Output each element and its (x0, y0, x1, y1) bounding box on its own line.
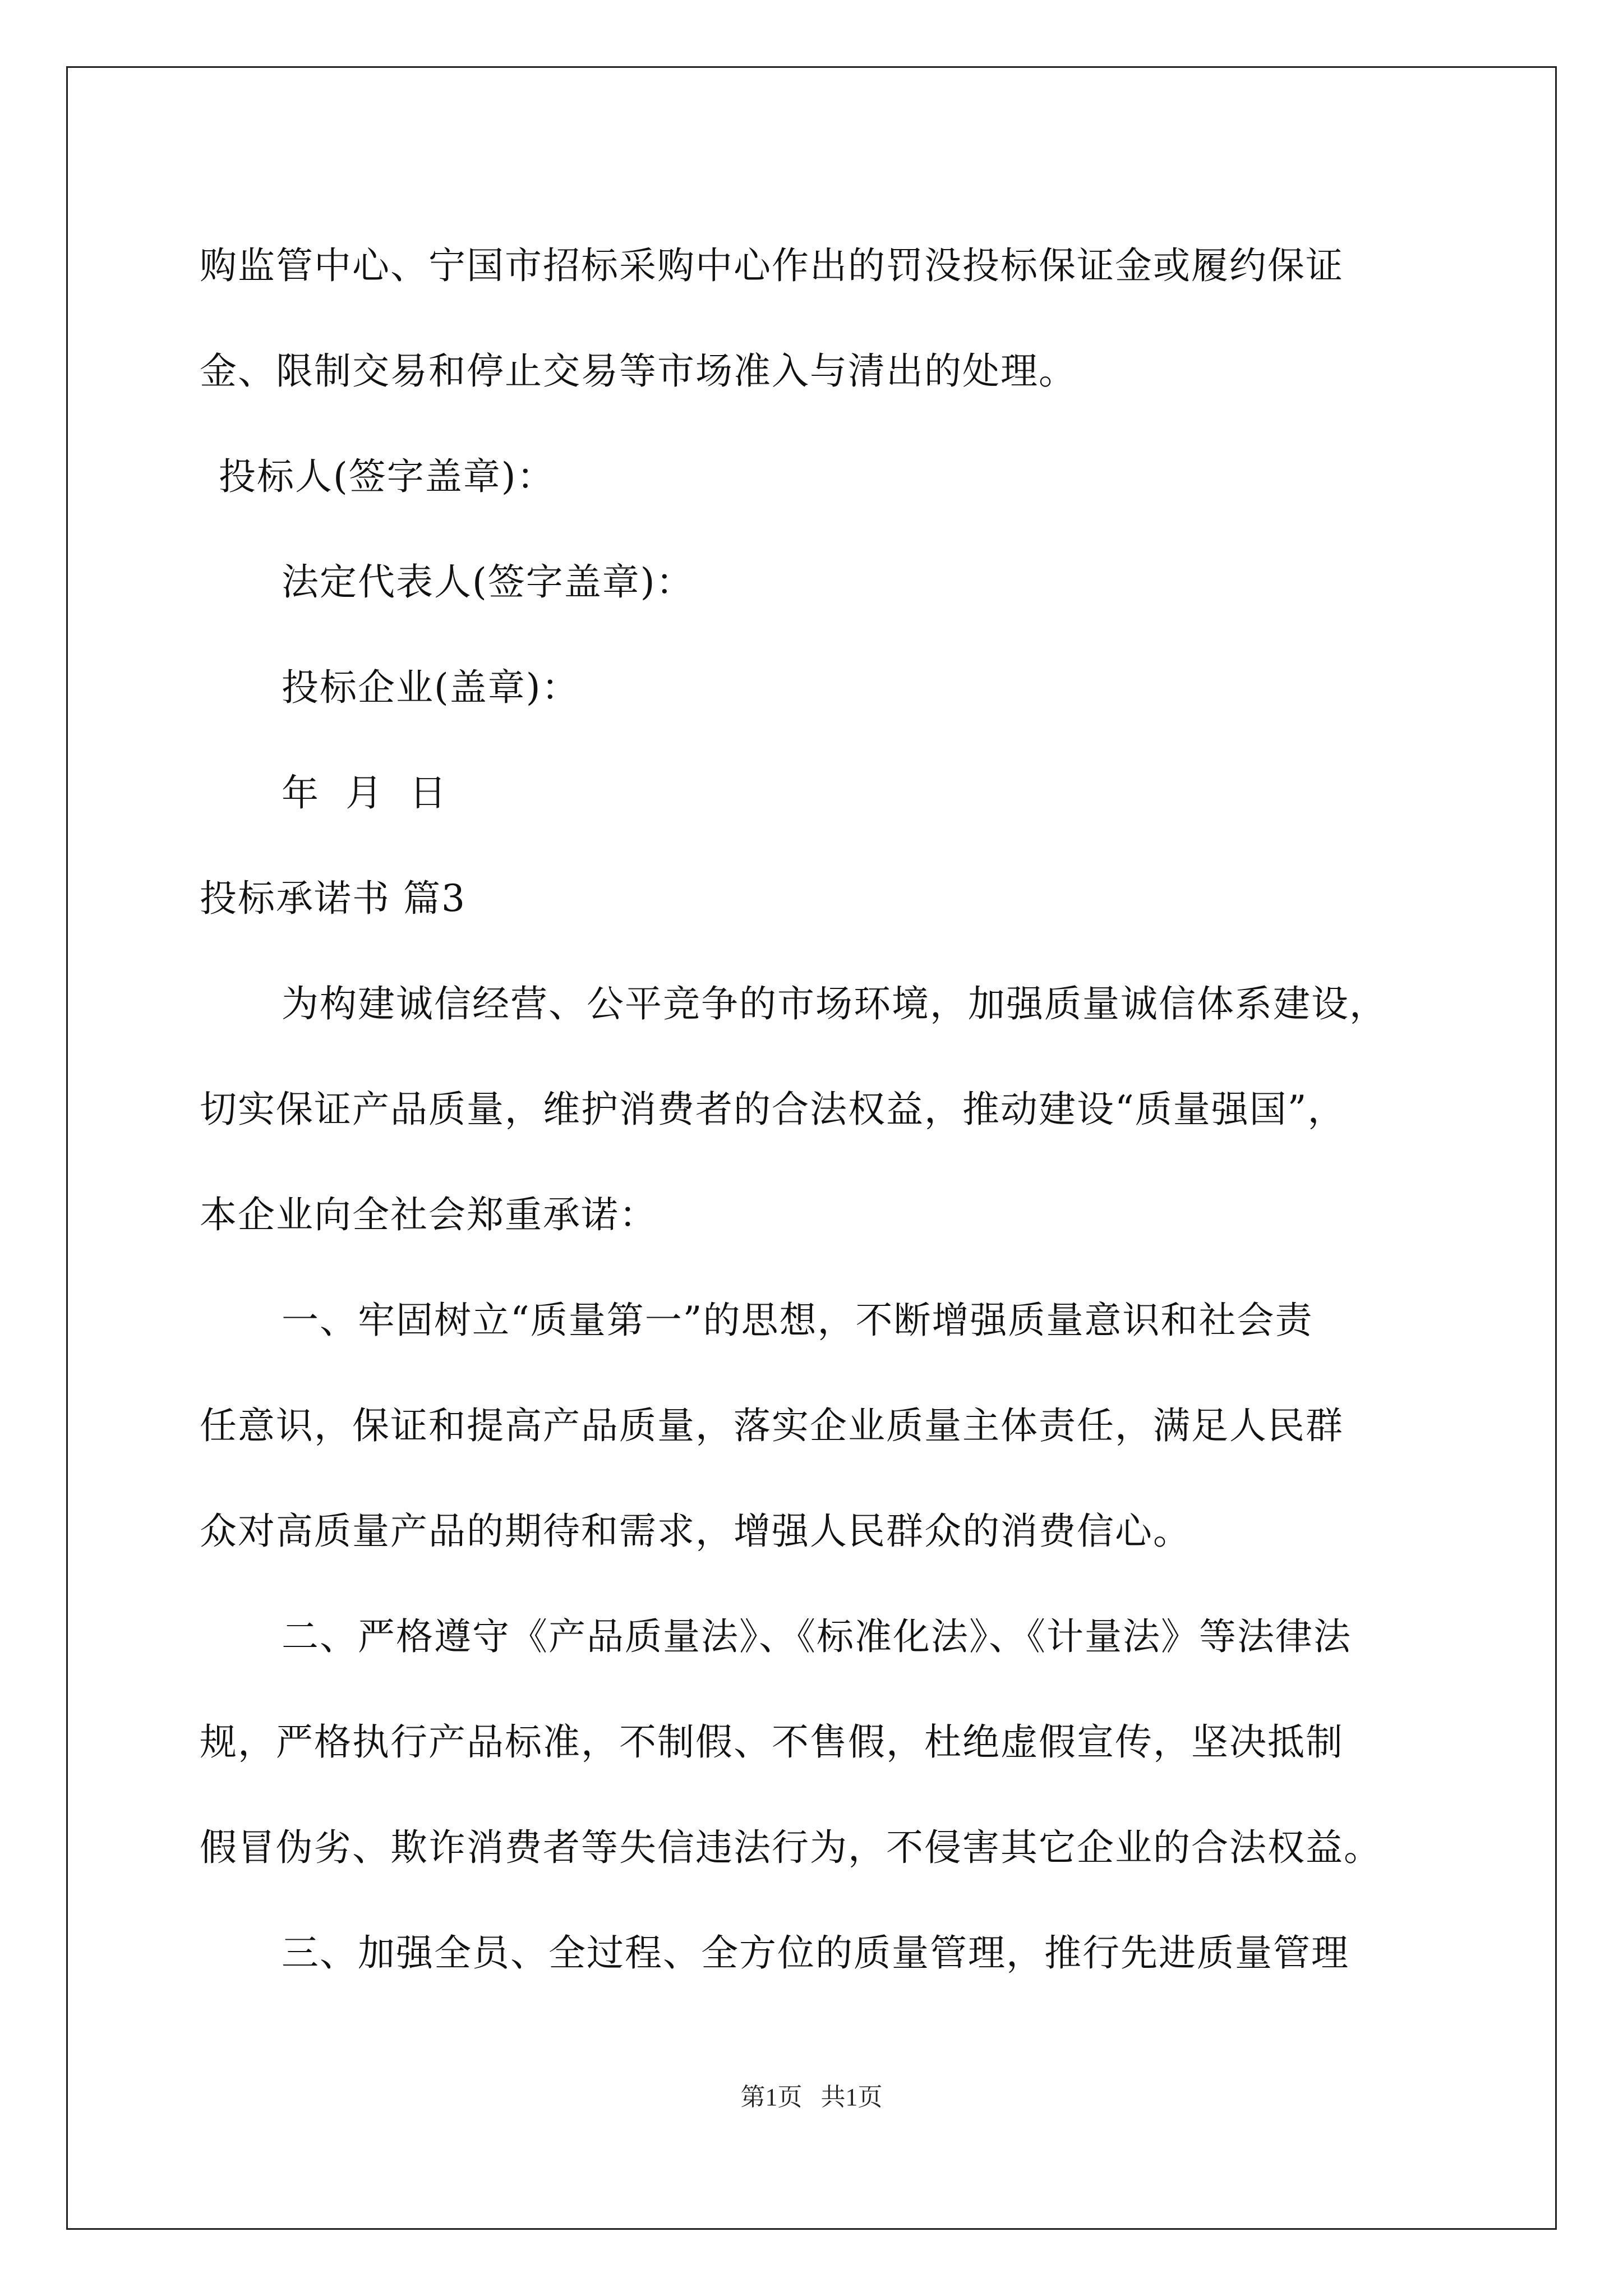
signature-legal-rep-label: 法定代表人(签字盖章)： (282, 560, 694, 604)
paragraph-line: 本企业向全社会郑重承诺： (200, 1193, 657, 1236)
signature-company-label: 投标企业(盖章)： (282, 666, 580, 709)
paragraph-line: 金、限制交易和停止交易等市场准入与清出的处理。 (200, 349, 1077, 393)
paragraph-line: 购监管中心、宁国市招标采购中心作出的罚没投标保证金或履约保证 (200, 244, 1344, 287)
paragraph-line: 二、严格遵守《产品质量法》、《标准化法》、《计量法》等法律法 (282, 1615, 1352, 1658)
paragraph-line: 一、牢固树立“质量第一”的思想，不断增强质量意识和社会责 (282, 1299, 1313, 1342)
section-heading: 投标承诺书 篇3 (200, 877, 466, 920)
paragraph-line: 三、加强全员、全过程、全方位的质量管理，推行先进质量管理 (282, 1931, 1349, 1975)
paragraph-line: 假冒伪劣、欺诈消费者等失信违法行为，不侵害其它企业的合法权益。 (200, 1826, 1382, 1869)
paragraph-line: 切实保证产品质量，维护消费者的合法权益，推动建设“质量强国”， (200, 1088, 1346, 1131)
paragraph-line: 众对高质量产品的期待和需求，增强人民群众的消费信心。 (200, 1510, 1191, 1553)
signature-bidder-label: 投标人(签字盖章)： (219, 455, 555, 498)
paragraph-line: 任意识，保证和提高产品质量，落实企业质量主体责任，满足人民群 (200, 1404, 1344, 1447)
date-line: 年 月 日 (282, 771, 448, 815)
paragraph-line: 规，严格执行产品标准，不制假、不售假，杜绝虚假宣传，坚决抵制 (200, 1720, 1344, 1764)
paragraph-line: 为构建诚信经营、公平竞争的市场环境，加强质量诚信体系建设， (282, 982, 1387, 1025)
page-number-footer: 第1页 共1页 (740, 2083, 883, 2111)
document-body (200, 213, 1433, 2006)
